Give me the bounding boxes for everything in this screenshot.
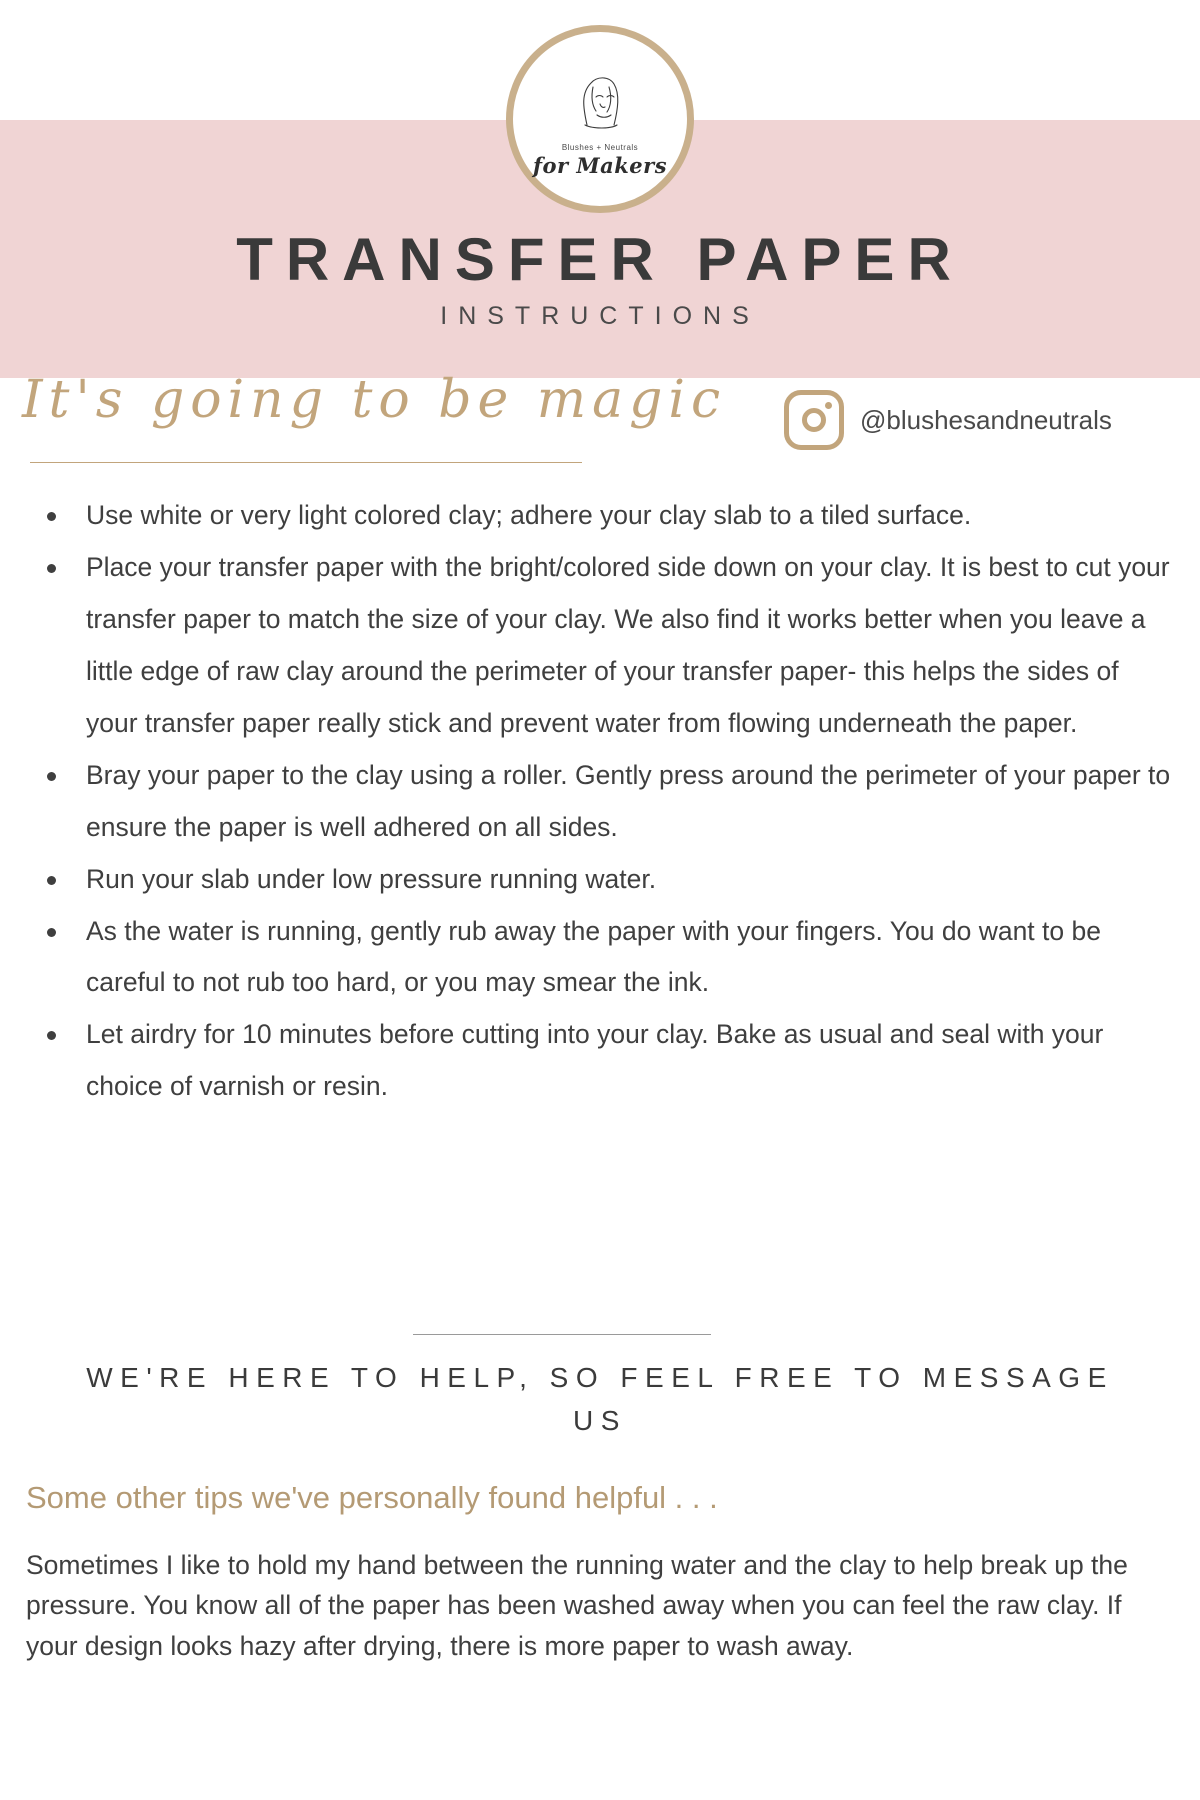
list-item: Use white or very light colored clay; adhere your clay slab to a tiled surface.	[26, 490, 1176, 542]
brand-logo	[506, 25, 694, 213]
list-item: Bray your paper to the clay using a roller. Gently press around the perimeter of your paper to ensure the paper is well adhered on all sides.	[26, 750, 1176, 854]
list-item: Place your transfer paper with the bright/colored side down on your clay. It is best to cut your transfer paper to match the size of your clay. We also find it works better when you leave a little edge of raw clay around the perimeter of your transfer paper- this helps the sides of your transfer paper really stick and prevent water from flowing underneath the paper.	[26, 542, 1176, 750]
list-item: Run your slab under low pressure running water.	[26, 854, 1176, 906]
instagram-handle-text: @blushesandneutrals	[860, 404, 1112, 435]
list-item: As the water is running, gently rub away the paper with your fingers. You do want to be careful to not rub too hard, or you may smear the ink.	[26, 906, 1176, 1010]
tagline-script: It's going to be magic	[22, 370, 727, 430]
section-divider	[413, 1334, 711, 1335]
tagline-underline	[30, 462, 582, 463]
list-item: Let airdry for 10 minutes before cutting into your clay. Bake as usual and seal with your choice of varnish or resin.	[26, 1009, 1176, 1113]
page-subtitle: INSTRUCTIONS	[440, 302, 760, 330]
logo-top-text: Blushes + Neutrals	[561, 142, 639, 152]
instagram-icon[interactable]	[784, 390, 844, 450]
tips-title: Some other tips we've personally found helpful . . .	[26, 1480, 718, 1515]
instruction-list	[26, 490, 1176, 1113]
woman-portrait-line-art-icon	[563, 67, 637, 141]
page-title: TRANSFER PAPER	[236, 226, 964, 293]
logo-script-text: for Makers	[532, 152, 668, 178]
tips-body: Sometimes I like to hold my hand between the running water and the clay to help break up the pressure. You know all of the paper has been washed away when you can feel the raw clay. If your design looks hazy after drying, there is more paper to wash away.	[26, 1550, 1128, 1661]
help-heading: WE'RE HERE TO HELP, SO FEEL FREE TO MESSAGE US	[86, 1362, 1114, 1437]
instagram-handle-block[interactable]	[784, 390, 1112, 450]
